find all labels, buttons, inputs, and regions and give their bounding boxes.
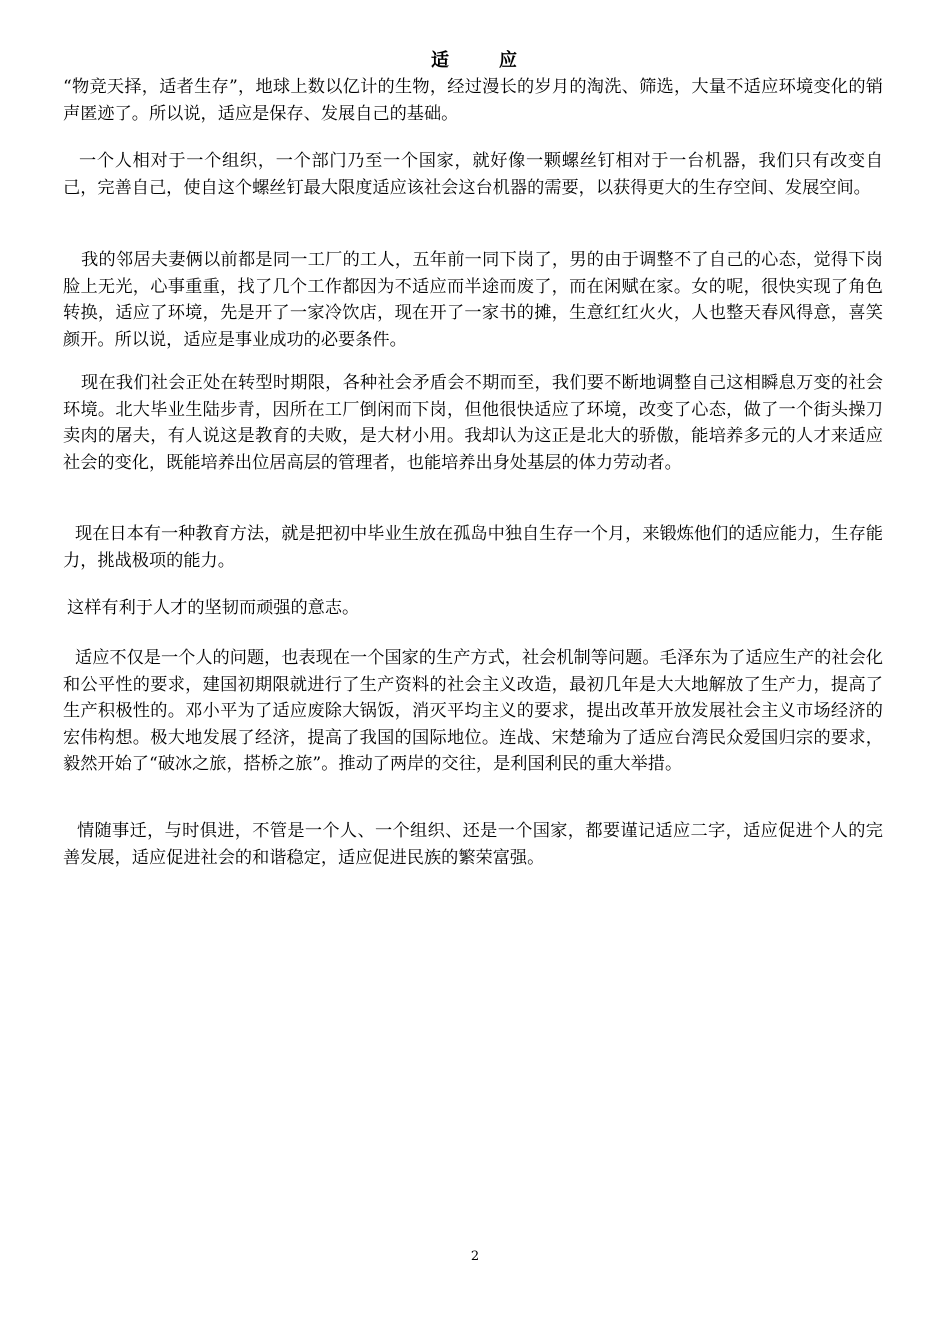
- paragraph-7: 适应不仅是一个人的问题，也表现在一个国家的生产方式，社会机制等问题。毛泽东为了适应生产的社会化和公平性的要求，建国初期限就进行了生产资料的社会主义改造，最初几年是大大地解放了生产力，提高了生产积极性的。邓小平为了适应废除大锅饭，消灭平均主义的要求，提出改革开放发展社会主义市场经济的宏伟构想。极大地发展了经济，提高了我国的国际地位。连战、宋楚瑜为了适应台湾民众爱国归宗的要求，毅然开始了“破冰之旅，搭桥之旅”。推动了两岸的交往，是利国利民的重大举措。: [63, 648, 883, 774]
- page-title: [63, 48, 885, 74]
- paragraph-4: 现在我们社会正处在转型时期限，各种社会矛盾会不期而至，我们要不断地调整自己这相瞬息万变的社会环境。北大毕业生陆步青，因所在工厂倒闲而下岗，但他很快适应了环境，改变了心态，做了一个街头操刀卖肉的屠夫，有人说这是教育的夫败，是大材小用。我却认为这正是北大的骄傲，能培养多元的人才来适应社会的变化，既能培养出位居高层的管理者，也能培养出身处基层的体力劳动者。: [63, 373, 883, 473]
- page-number: 2: [470, 1249, 480, 1264]
- paragraph-6: 这样有利于人才的坚韧而顽强的意志。: [67, 598, 360, 618]
- paragraph-1: “物竞天择，适者生存”，地球上数以亿计的生物，经过漫长的岁月的淘洗、筛选，大量不适应环境变化的销声匿迹了。所以说，适应是保存、发展自己的基础。: [63, 77, 883, 124]
- paragraph-8: 情随事迁，与时俱进，不管是一个人、一个组织、还是一个国家，都要谨记适应二字，适应促进个人的完善发展，适应促进社会的和谐稳定，适应促进民族的繁荣富强。: [63, 821, 883, 868]
- paragraph-2: 一个人相对于一个组织，一个部门乃至一个国家，就好像一颗螺丝钉相对于一台机器，我们只有改变自己，完善自己，使自这个螺丝钉最大限度适应该社会这台机器的需要，以获得更大的生存空间、发展空间。: [63, 151, 883, 198]
- paragraph-3: 我的邻居夫妻俩以前都是同一工厂的工人，五年前一同下岗了，男的由于调整不了自己的心态，觉得下岗脸上无光，心事重重，找了几个工作都因为不适应而半途而废了，而在闲赋在家。女的呢，很快实现了角色转换，适应了环境，先是开了一家冷饮店，现在开了一家书的摊，生意红红火火，人也整天春风得意，喜笑颜开。所以说，适应是事业成功的必要条件。: [63, 250, 883, 350]
- title-char-2: 应: [499, 50, 517, 71]
- paragraph-5: 现在日本有一种教育方法，就是把初中毕业生放在孤岛中独自生存一个月，来锻炼他们的适应能力，生存能力，挑战极项的能力。: [63, 524, 883, 571]
- title-char-1: 适: [431, 50, 449, 71]
